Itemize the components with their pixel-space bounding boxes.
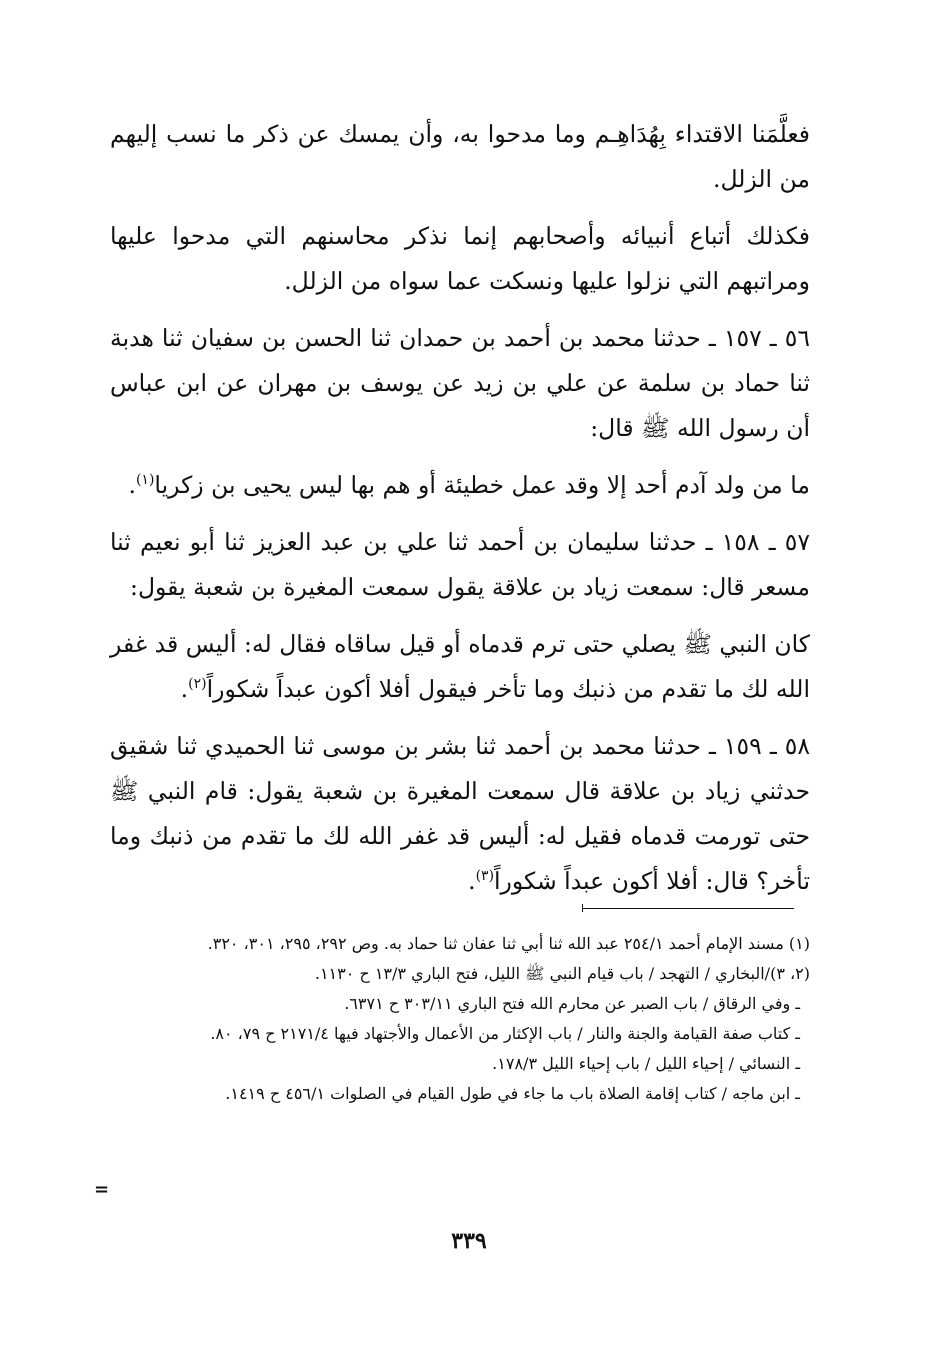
- footnote-1: (١) مسند الإمام أحمد ٢٥٤/١ عبد الله ثنا أبي ثنا عفان ثنا حماد به. وص ٢٩٢، ٢٩٥، ٣٠١، ٣٢٠.: [207, 934, 810, 953]
- hadith-58: [110, 724, 810, 904]
- footnote-sub-4: ـ ابن ماجه / كتاب إقامة الصلاة باب ما جاء في طول القيام في الصلوات ٤٥٦/١ ح ١٤١٩.: [225, 1084, 800, 1103]
- footnotes: [110, 930, 810, 1110]
- period: .: [180, 675, 189, 703]
- paragraph-2: فكذلك أتباع أنبيائه وأصحابهم إنما نذكر محاسنهم التي مدحوا عليها ومراتبهم التي نزلوا عليها ونسكت عما سواه من الزلل.: [110, 222, 810, 295]
- paragraph-1: فعلَّمَنا الاقتداء بِهُدَاهِـم وما مدحوا به، وأن يمسك عن ذكر ما نسب إليهم من الزلل.: [110, 120, 810, 193]
- footnote-sub-3: ـ النسائي / إحياء الليل / باب إحياء الليل ١٧٨/٣.: [492, 1054, 800, 1073]
- hadith-56-isnad: ٥٦ ـ ١٥٧ ـ حدثنا محمد بن أحمد بن حمدان ثنا الحسن بن سفيان ثنا هدبة ثنا حماد بن سلمة عن علي بن زيد عن يوسف بن مهران عن ابن عباس أن رسول الله ﷺ قال:: [110, 324, 811, 442]
- page-number: ٣٣٩: [451, 1228, 487, 1254]
- footnote-ref-1: (١): [135, 472, 155, 489]
- period: .: [128, 471, 136, 499]
- footnote-2-3: (٢، ٣)/البخاري / التهجد / باب قيام النبي ﷺ الليل، فتح الباري ١٣/٣ ح ١١٣٠.: [314, 964, 810, 983]
- footnote-separator: [582, 908, 794, 909]
- footnote-ref-2: (٢): [188, 676, 207, 693]
- hadith-56-matn: [110, 463, 810, 508]
- period: .: [468, 867, 476, 895]
- hadith-58-text: ٥٨ ـ ١٥٩ ـ حدثنا محمد بن أحمد ثنا بشر بن موسى ثنا الحميدي ثنا شقيق حدثني زياد بن علاقة قال سمعت المغيرة بن شعبة يقول: قام النبي ﷺ حتى تورمت قدماه فقيل له: أليس قد غفر الله لك ما تقدم من ذنبك وما تأخر؟ قال: أفلا أكون عبداً شكوراً: [110, 732, 810, 895]
- main-text: [110, 112, 810, 916]
- footnote-sub-1: ـ وفي الرقاق / باب الصبر عن محارم الله فتح الباري ٣٠٣/١١ ح ٦٣٧١.: [344, 994, 800, 1013]
- hadith-57-isnad: ٥٧ ـ ١٥٨ ـ حدثنا سليمان بن أحمد ثنا علي بن عبد العزيز ثنا أبو نعيم ثنا مسعر قال: سمعت زياد بن علاقة يقول سمعت المغيرة بن شعبة يقول:: [110, 528, 810, 601]
- footnote-separator-tick: [582, 904, 583, 912]
- continuation-mark: =: [94, 1179, 110, 1200]
- footnote-ref-3: (٣): [475, 868, 495, 885]
- hadith-57-matn: [110, 622, 810, 712]
- hadith-56-text: ما من ولد آدم أحد إلا وقد عمل خطيئة أو هم بها ليس يحيى بن زكريا: [154, 471, 810, 499]
- footnote-sub-2: ـ كتاب صفة القيامة والجنة والنار / باب الإكثار من الأعمال والأجتهاد فيها ٢١٧١/٤ ح ٧٩، ٨٠.: [210, 1024, 800, 1043]
- hadith-57-text: كان النبي ﷺ يصلي حتى ترم قدماه أو قيل ساقاه فقال له: أليس قد غفر الله لك ما تقدم من ذنبك وما تأخر فيقول أفلا أكون عبداً شكوراً: [110, 630, 810, 703]
